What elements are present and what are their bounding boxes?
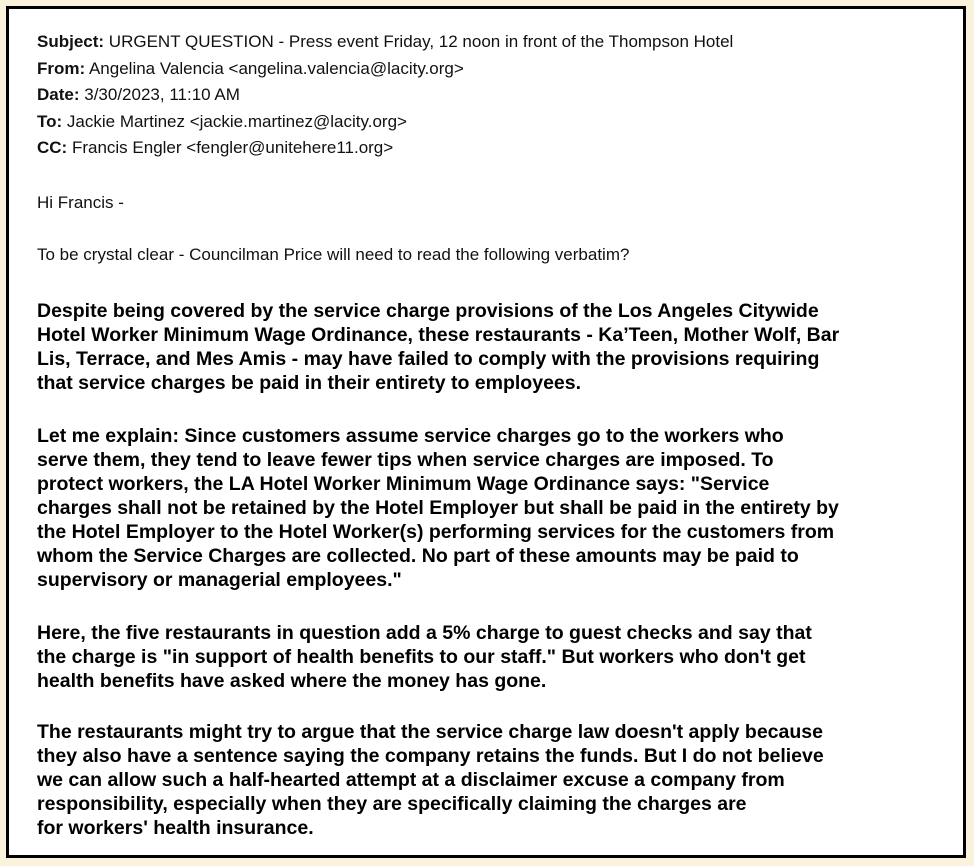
header-date <box>37 82 733 109</box>
paragraph-line: Let me explain: Since customers assume service charges go to the workers who <box>37 425 784 447</box>
email-headers <box>37 29 733 162</box>
header-cc <box>37 135 733 162</box>
paragraph-line: Lis, Terrace, and Mes Amis - may have failed to comply with the provisions requiring <box>37 348 820 370</box>
paragraph-line: charges shall not be retained by the Hotel Employer but shall be paid in the entirety by <box>37 497 839 519</box>
paragraph-line: responsibility, especially when they are specifically claiming the charges are <box>37 793 747 815</box>
paragraph-line: for workers' health insurance. <box>37 817 314 839</box>
header-label: Date: <box>37 85 80 104</box>
header-value: Francis Engler <fengler@unitehere11.org> <box>71 138 394 157</box>
paragraph-line: that service charges be paid in their entirety to employees. <box>37 372 582 394</box>
header-value: Angelina Valencia <angelina.valencia@lacity.org> <box>88 58 464 78</box>
header-subject <box>37 29 733 56</box>
email-intro: To be crystal clear - Councilman Price will need to read the following verbatim? <box>37 245 630 264</box>
quote-paragraph-4 <box>37 720 937 840</box>
quote-paragraph-1 <box>37 299 937 395</box>
header-from <box>37 56 733 83</box>
paragraph-line: Here, the five restaurants in question add a 5% charge to guest checks and say that <box>37 622 812 644</box>
header-to <box>37 109 733 136</box>
paragraph-line: The restaurants might try to argue that the service charge law doesn't apply because <box>37 721 823 743</box>
paragraph-line: Despite being covered by the service charge provisions of the Los Angeles Citywide <box>37 300 819 322</box>
paragraph-line: protect workers, the LA Hotel Worker Minimum Wage Ordinance says: "Service <box>37 473 770 495</box>
header-label: Subject: <box>37 32 105 51</box>
paragraph-line: serve them, they tend to leave fewer tips when service charges are imposed. To <box>37 449 774 471</box>
quote-paragraph-3 <box>37 621 937 693</box>
paragraph-line: whom the Service Charges are collected. No part of these amounts may be paid to <box>37 545 799 567</box>
email-greeting: Hi Francis - <box>37 193 124 212</box>
paragraph-line: Hotel Worker Minimum Wage Ordinance, these restaurants - Ka’Teen, Mother Wolf, Bar <box>37 324 840 346</box>
paragraph-line: the Hotel Employer to the Hotel Worker(s) performing services for the customers from <box>37 521 835 543</box>
paragraph-line: supervisory or managerial employees." <box>37 569 402 591</box>
paragraph-line: the charge is "in support of health benefits to our staff." But workers who don't get <box>37 646 806 668</box>
header-label: From: <box>37 58 86 78</box>
header-value: 3/30/2023, 11:10 AM <box>84 85 240 104</box>
quote-paragraph-2 <box>37 424 937 592</box>
header-label: CC: <box>37 138 68 157</box>
paragraph-line: they also have a sentence saying the company retains the funds. But I do not believe <box>37 745 824 767</box>
header-label: To: <box>37 111 63 131</box>
header-value: Jackie Martinez <jackie.martinez@lacity.org> <box>66 111 407 131</box>
paragraph-line: health benefits have asked where the money has gone. <box>37 670 547 692</box>
header-value: URGENT QUESTION - Press event Friday, 12 noon in front of the Thompson Hotel <box>108 32 734 51</box>
paragraph-line: we can allow such a half-hearted attempt at a disclaimer excuse a company from <box>37 769 785 791</box>
